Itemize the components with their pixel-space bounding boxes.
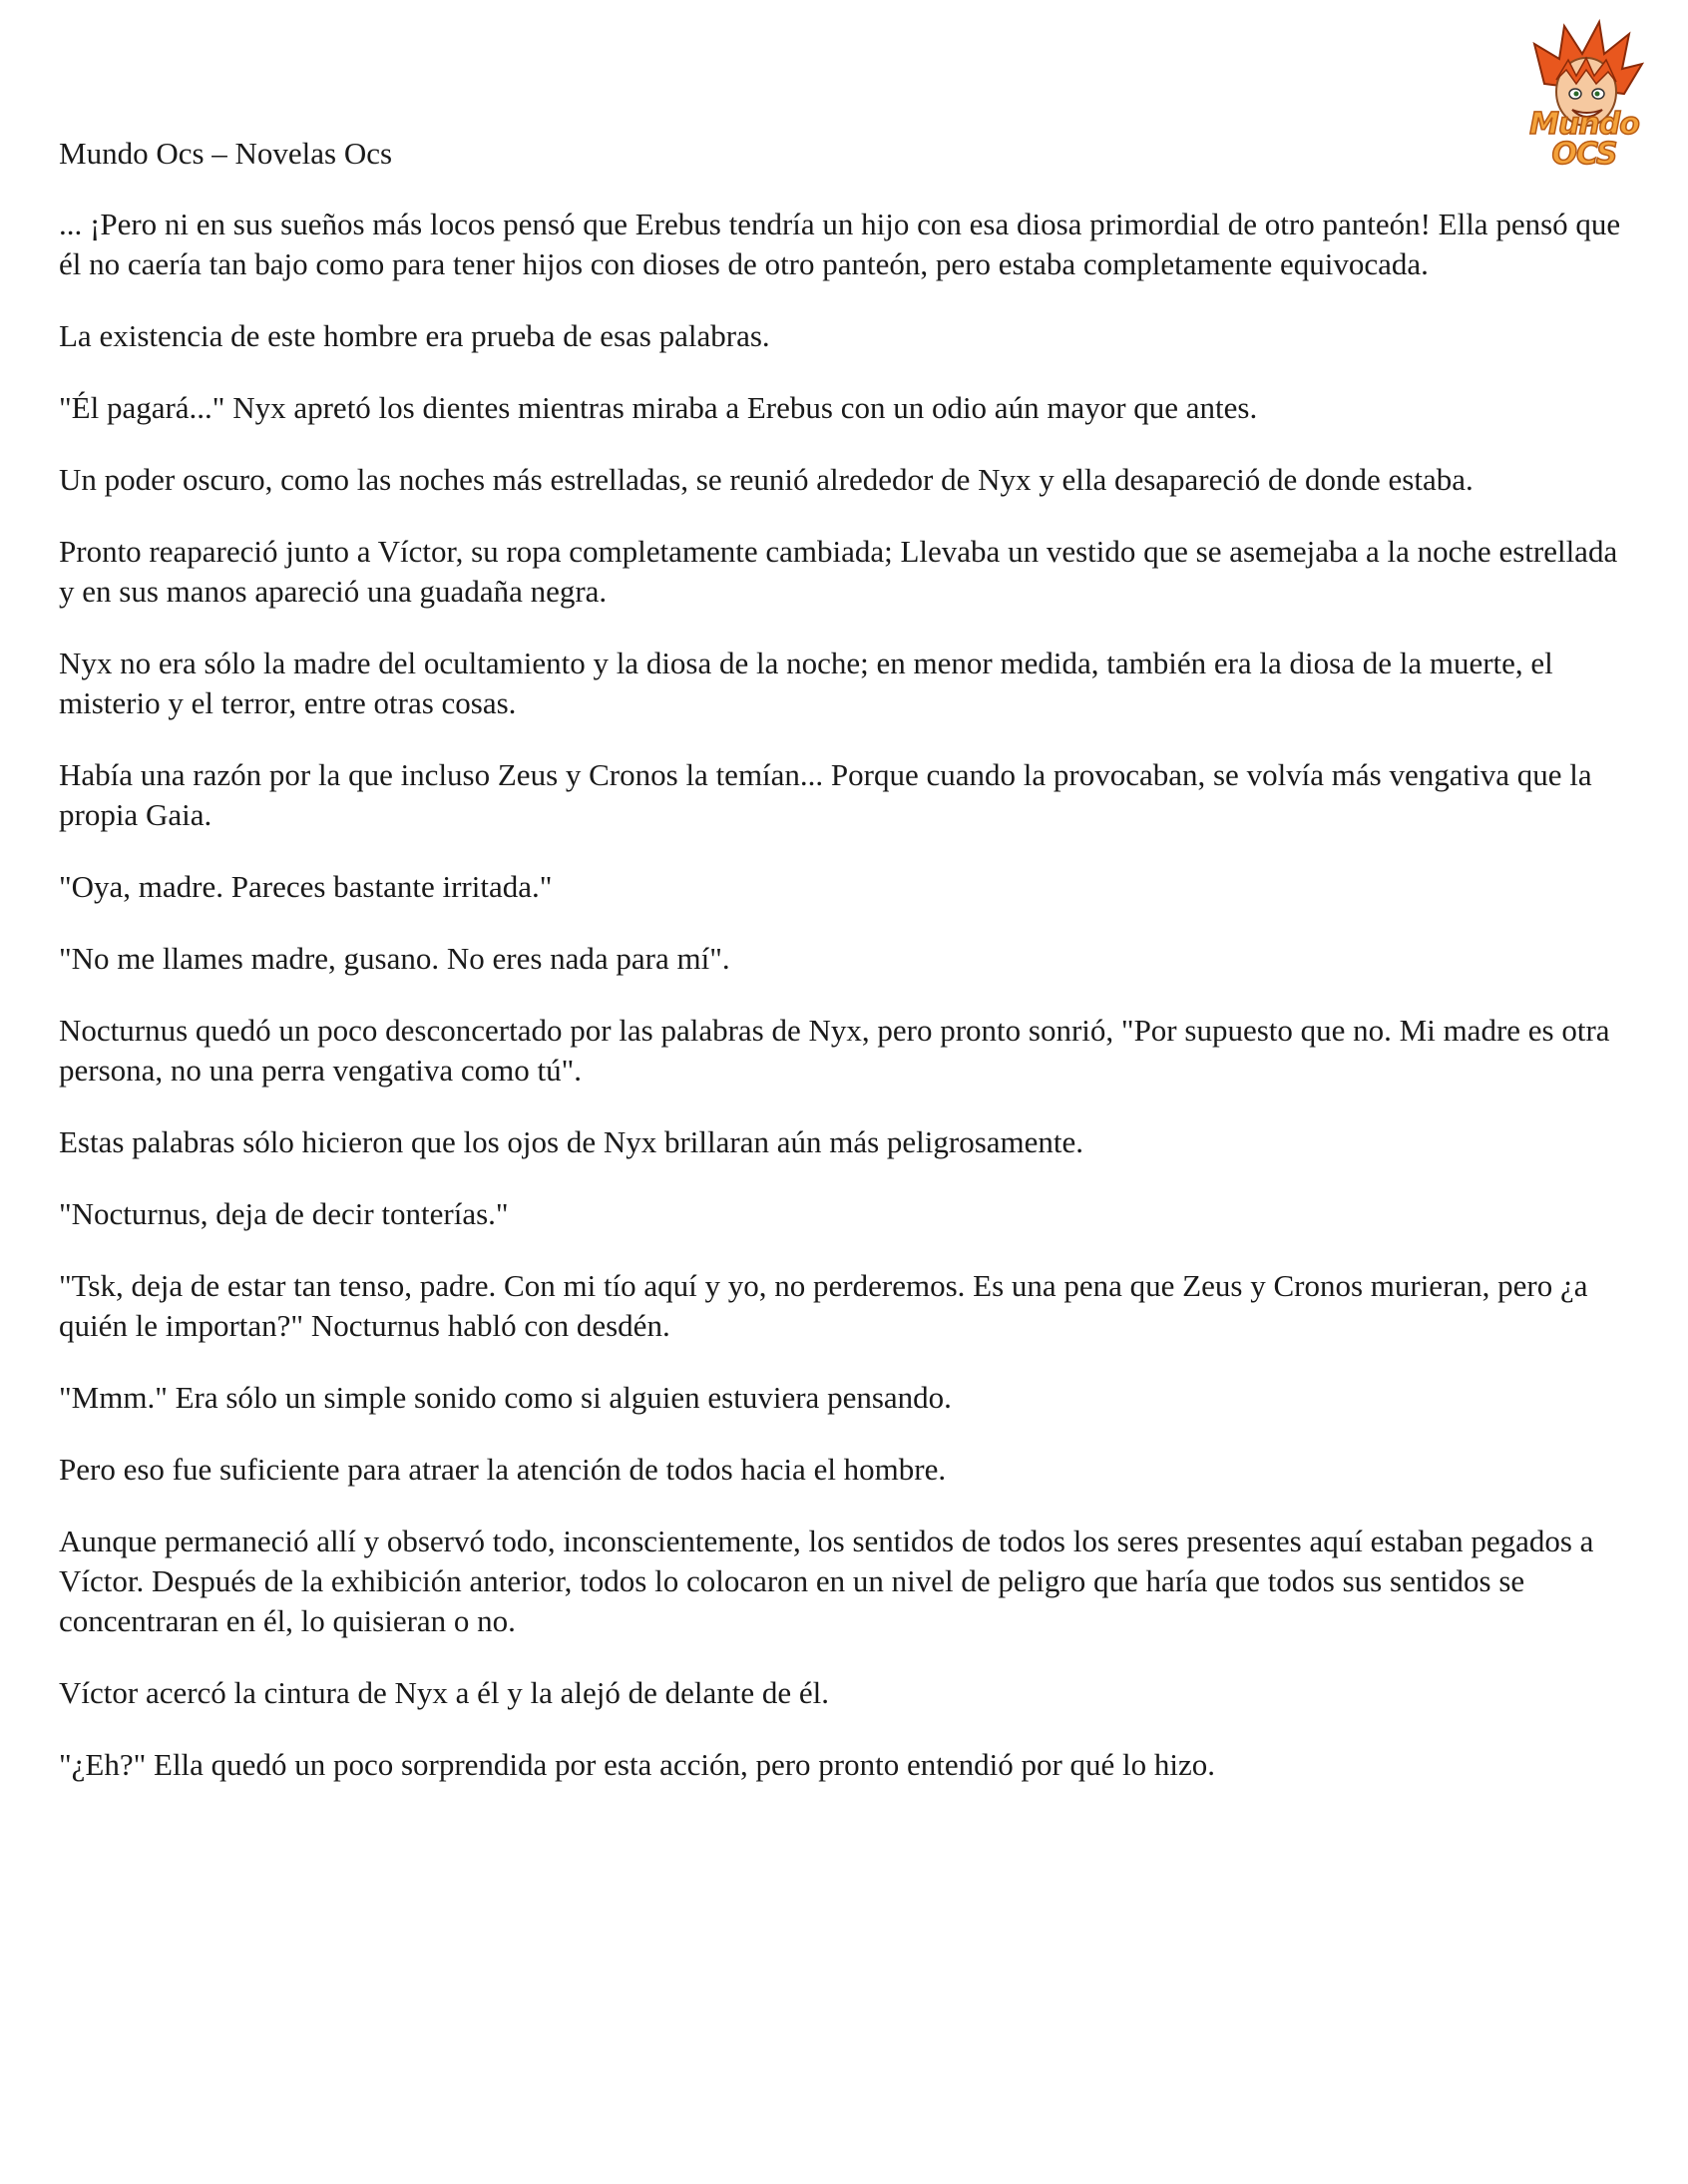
paragraph: Estas palabras sólo hicieron que los ojos de Nyx brillaran aún más peligrosamente. [59, 1124, 1084, 1159]
logo-text: Mundo OCS [1529, 107, 1639, 172]
paragraph: "Nocturnus, deja de decir tonterías." [59, 1196, 509, 1231]
paragraph: "Mmm." Era sólo un simple sonido como si alguien estuviera pensando. [59, 1380, 952, 1415]
paragraph: "Él pagará..." Nyx apretó los dientes mientras miraba a Erebus con un odio aún mayor que antes. [59, 390, 1258, 425]
paragraph: La existencia de este hombre era prueba de esas palabras. [59, 318, 770, 353]
paragraph: Un poder oscuro, como las noches más estrelladas, se reunió alrededor de Nyx y ella desapareció de donde estaba. [59, 462, 1474, 497]
paragraph: "No me llames madre, gusano. No eres nada para mí". [59, 941, 730, 976]
mundo-ocs-logo [1504, 14, 1664, 174]
paragraph: Había una razón por la que incluso Zeus y Cronos la temían... Porque cuando la provocaban, se volvía más vengativa que la propia Gaia. [59, 757, 1592, 832]
page-header: Mundo Ocs – Novelas Ocs [59, 136, 393, 171]
paragraph: "¿Eh?" Ella quedó un poco sorprendida por esta acción, pero pronto entendió por qué lo hizo. [59, 1747, 1216, 1782]
paragraph: Aunque permaneció allí y observó todo, inconscientemente, los sentidos de todos los seres presentes aquí estaban pegados a Víctor. Después de la exhibición anterior, todos lo colocaron en un nivel de peligro que haría que todos sus sentidos se concentraran en él, lo quisieran o no. [59, 1524, 1594, 1638]
paragraph: "Oya, madre. Pareces bastante irritada." [59, 869, 553, 904]
paragraph: "Tsk, deja de estar tan tenso, padre. Con mi tío aquí y yo, no perderemos. Es una pena que Zeus y Cronos murieran, pero ¿a quién le importan?" Nocturnus habló con desdén. [59, 1268, 1588, 1343]
paragraph: Pero eso fue suficiente para atraer la atención de todos hacia el hombre. [59, 1452, 947, 1487]
document-body [59, 205, 1635, 1817]
paragraph: Nyx no era sólo la madre del ocultamiento y la diosa de la noche; en menor medida, también era la diosa de la muerte, el misterio y el terror, entre otras cosas. [59, 646, 1553, 720]
paragraph: Pronto reapareció junto a Víctor, su ropa completamente cambiada; Llevaba un vestido que se asemejaba a la noche estrellada y en sus manos apareció una guadaña negra. [59, 534, 1618, 609]
paragraph: Nocturnus quedó un poco desconcertado por las palabras de Nyx, pero pronto sonrió, "Por supuesto que no. Mi madre es otra persona, no una perra vengativa como tú". [59, 1013, 1610, 1088]
paragraph: ... ¡Pero ni en sus sueños más locos pensó que Erebus tendría un hijo con esa diosa primordial de otro panteón! Ella pensó que él no caería tan bajo como para tener hijos con dioses de otro panteón, pero estaba completamente equivocada. [59, 207, 1621, 281]
paragraph: Víctor acercó la cintura de Nyx a él y la alejó de delante de él. [59, 1675, 830, 1710]
